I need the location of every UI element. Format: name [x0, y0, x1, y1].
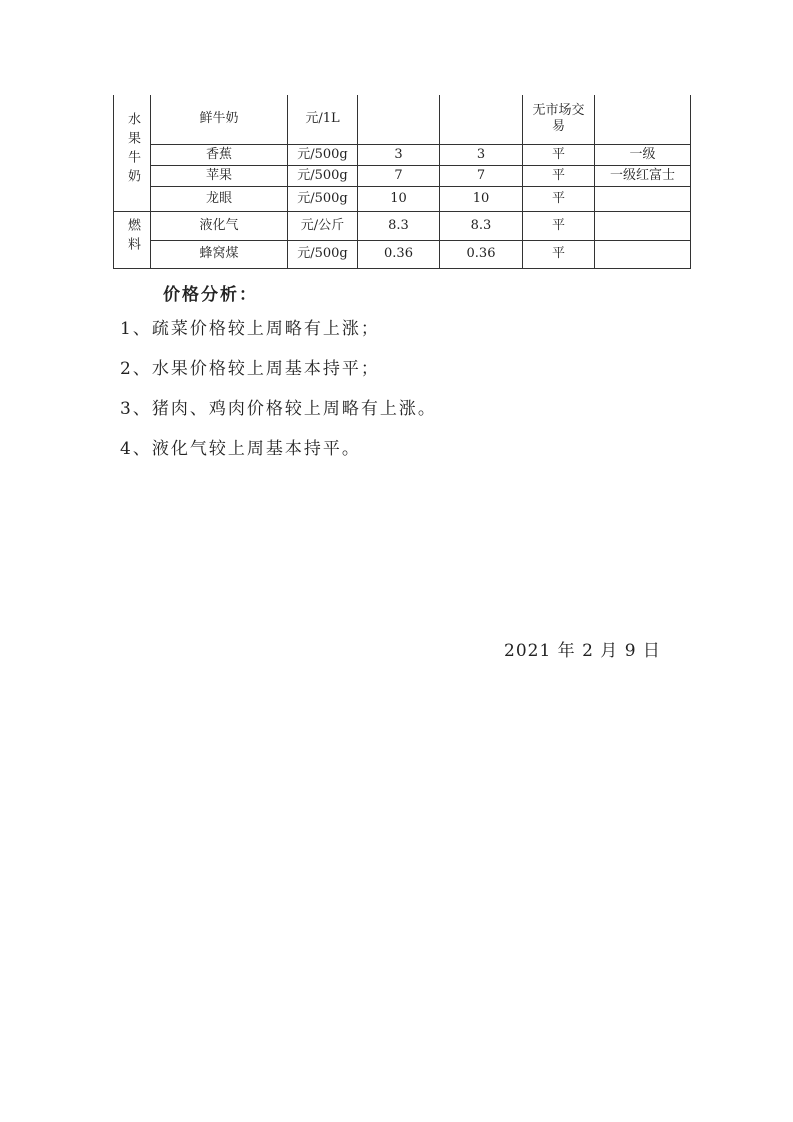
- report-date: 2021 年 2 月 9 日: [504, 641, 661, 661]
- unit-cell: 元/公斤: [288, 211, 358, 240]
- analysis-item: 1、疏菜价格较上周略有上涨；: [120, 319, 380, 339]
- table-row: [114, 240, 691, 268]
- price-table: [113, 95, 691, 269]
- this-week-price-cell: 7: [440, 165, 523, 186]
- last-week-price-cell: 3: [358, 144, 440, 165]
- analysis-item: 4、液化气较上周基本持平。: [120, 439, 361, 459]
- unit-cell: 元/1L: [288, 95, 358, 144]
- note-cell: [595, 240, 691, 268]
- table-row: [114, 144, 691, 165]
- trend-cell: 平: [523, 211, 595, 240]
- last-week-price-cell: 10: [358, 186, 440, 211]
- trend-cell: 平: [523, 144, 595, 165]
- trend-cell: 平: [523, 186, 595, 211]
- note-cell: [595, 211, 691, 240]
- category-cell: 水果牛奶: [114, 95, 151, 211]
- trend-cell: 平: [523, 165, 595, 186]
- this-week-price-cell: 8.3: [440, 211, 523, 240]
- item-cell: 龙眼: [151, 186, 288, 211]
- analysis-list: [120, 315, 437, 475]
- unit-cell: 元/500g: [288, 165, 358, 186]
- item-cell: 鲜牛奶: [151, 95, 288, 144]
- last-week-price-cell: 8.3: [358, 211, 440, 240]
- category-cell: 燃料: [114, 211, 151, 268]
- this-week-price-cell: [440, 95, 523, 144]
- this-week-price-cell: 0.36: [440, 240, 523, 268]
- analysis-item: 3、猪肉、鸡肉价格较上周略有上涨。: [120, 399, 437, 419]
- analysis-item: 2、水果价格较上周基本持平；: [120, 359, 380, 379]
- item-cell: 香蕉: [151, 144, 288, 165]
- analysis-heading: 价格分析：: [163, 285, 258, 305]
- unit-cell: 元/500g: [288, 144, 358, 165]
- last-week-price-cell: 0.36: [358, 240, 440, 268]
- this-week-price-cell: 10: [440, 186, 523, 211]
- item-cell: 蜂窝煤: [151, 240, 288, 268]
- table-row: [114, 211, 691, 240]
- this-week-price-cell: 3: [440, 144, 523, 165]
- item-cell: 苹果: [151, 165, 288, 186]
- item-cell: 液化气: [151, 211, 288, 240]
- unit-cell: 元/500g: [288, 186, 358, 211]
- last-week-price-cell: [358, 95, 440, 144]
- note-cell: [595, 95, 691, 144]
- last-week-price-cell: 7: [358, 165, 440, 186]
- table-row: [114, 165, 691, 186]
- note-cell: 一级: [595, 144, 691, 165]
- note-cell: 一级红富士: [595, 165, 691, 186]
- table-row: [114, 95, 691, 144]
- note-cell: [595, 186, 691, 211]
- table-row: [114, 186, 691, 211]
- trend-cell: 平: [523, 240, 595, 268]
- unit-cell: 元/500g: [288, 240, 358, 268]
- trend-cell: 无市场交易: [523, 95, 595, 144]
